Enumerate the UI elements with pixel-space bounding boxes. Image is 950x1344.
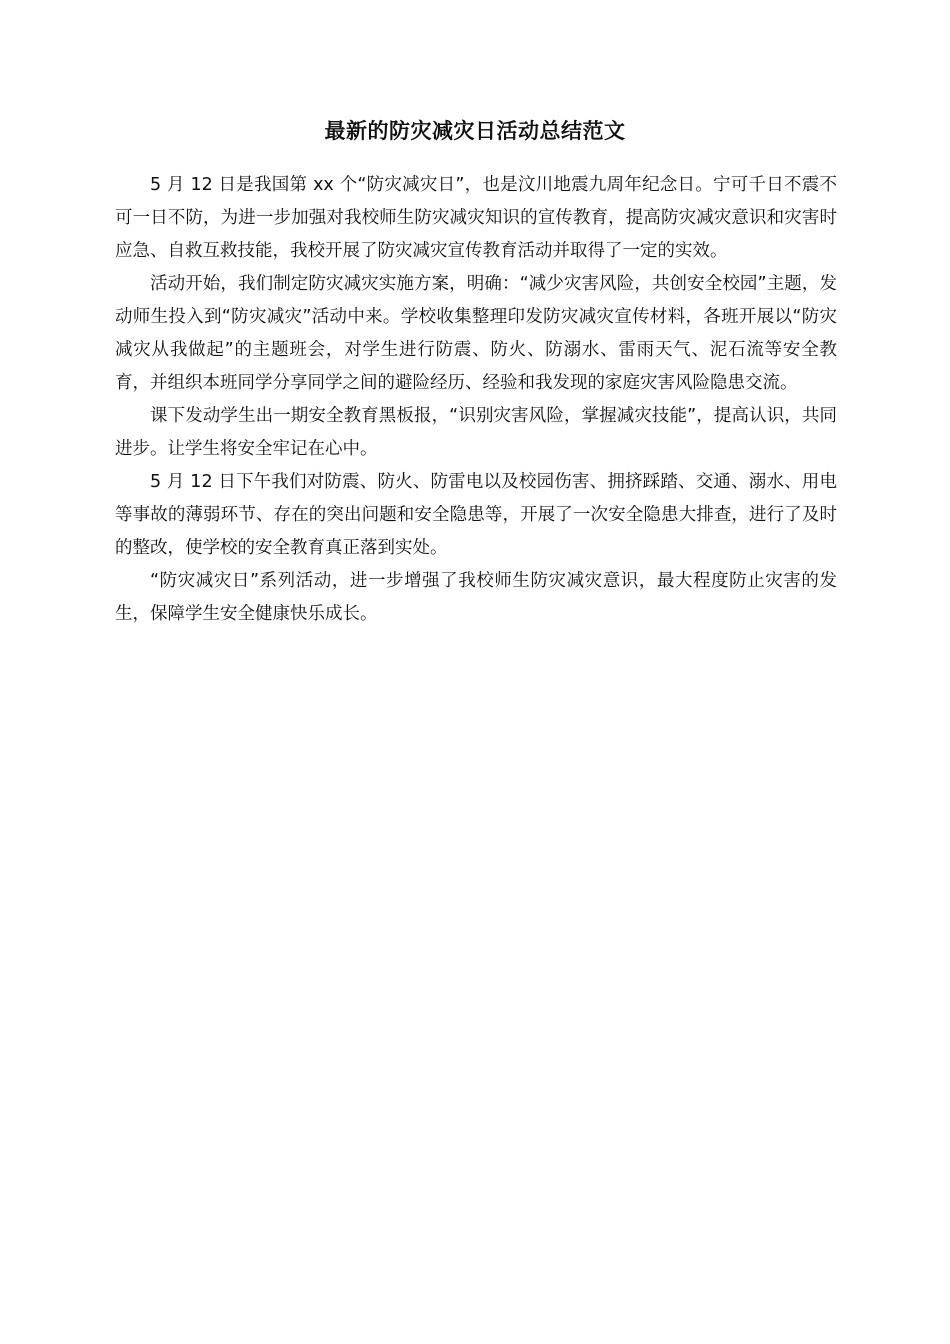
paragraph-3: 课下发动学生出一期安全教育黑板报，“识别灾害风险，掌握减灾技能”，提高认识，共同进步。让学生将安全牢记在心中。 — [115, 406, 837, 459]
document-body — [115, 169, 837, 631]
document-title: 最新的防灾减灾日活动总结范文 — [324, 119, 626, 143]
paragraph-1: 5 月 12 日是我国第 xx 个“防灾减灾日”，也是汶川地震九周年纪念日。宁可千日不震不可一日不防，为进一步加强对我校师生防灾减灾知识的宣传教育，提高防灾减灾意识和灾害时应急、自救互救技能，我校开展了防灾减灾宣传教育活动并取得了一定的实效。 — [115, 175, 837, 261]
paragraph-4: 5 月 12 日下午我们对防震、防火、防雷电以及校园伤害、拥挤踩踏、交通、溺水、用电等事故的薄弱环节、存在的突出问题和安全隐患等，开展了一次安全隐患大排查，进行了及时的整改，使学校的安全教育真正落到实处。 — [115, 472, 837, 558]
paragraph-5: “防灾减灾日”系列活动，进一步增强了我校师生防灾减灾意识，最大程度防止灾害的发生，保障学生安全健康快乐成长。 — [115, 571, 837, 624]
paragraph-2: 活动开始，我们制定防灾减灾实施方案，明确：“减少灾害风险，共创安全校园”主题，发动师生投入到“防灾减灾”活动中来。学校收集整理印发防灾减灾宣传材料，各班开展以“防灾减灾从我做起”的主题班会，对学生进行防震、防火、防溺水、雷雨天气、泥石流等安全教育，并组织本班同学分享同学之间的避险经历、经验和我发现的家庭灾害风险隐患交流。 — [115, 274, 837, 393]
